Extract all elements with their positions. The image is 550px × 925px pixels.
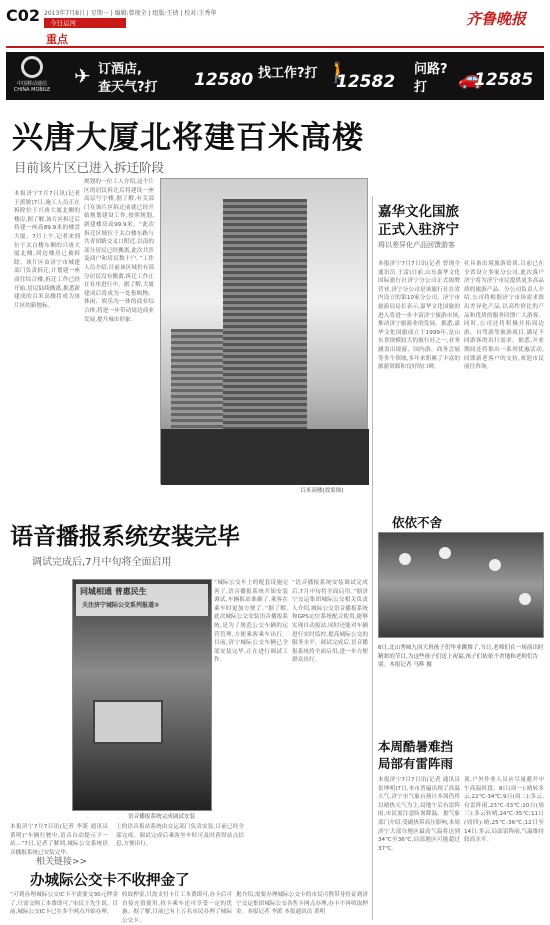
bus-audio-headline: 语音播报系统安装完毕 <box>10 524 240 550</box>
main-subheadline: 目前该片区已进入拆迁阶段 <box>14 160 165 175</box>
graduation-photo-caption: 6日,北山秀城九岗大班孩子们毕业跳舞了,当日,老师们在一场演出时精彩的节目,为这些孩子们送上祝福,孩子们依依不舍地和老师们告别。本报记者 马辉 摄 <box>378 645 544 669</box>
travel-agency-headline-1: 嘉华文化国旅 <box>378 204 459 220</box>
bus-screen <box>93 700 163 744</box>
related-column-2: 收取押金,只需支付卡片工本费即可,办卡后可直接充值使用,持卡乘车还可享受一定的优惠。据了解,目前已有上万名市民办理了城际公交卡。 <box>122 892 232 924</box>
bus-audio-column-1: “城际公交车上的配套设施完善了,语音播报系统开始安装调试,车辆报站准确了,乘客在乘车时更加方便了。”据了解,此次城际公交安装语音播报系统,是为了规范公交车辆的运营管理,方便乘客乘车出行。目前,济宁城际公交车辆已全部安装完毕,正在进行调试工作。 <box>214 580 288 664</box>
weather-column-2: 暑,户外作业人员应尽量避开中午高温时段。8日(周一):晴转多云,22℃-34℃;9日(周二):多云,有雷阵雨,23℃-33℃;10日(周三):多云转晴,24℃-35℃;11日(周四):晴,25℃-36℃;12日至14日:多云,局部雷阵雨,气温维持较高水平。 <box>464 777 544 844</box>
person-walking-icon: 🚶 <box>326 60 351 84</box>
building-photo-caption: 百米高楼(效果图) <box>300 488 344 494</box>
section-tag: 今日运河 <box>44 18 126 28</box>
bus-audio-lead-cont: 上的语音报站系统由交运部门负责安装,目前已经全部完成。调试完成后乘客坐车时可及时获得站点信息,方便出行。 <box>116 824 244 848</box>
ad-hotel-weather: ✈ 订酒店, 查天气?打 12580 <box>74 62 254 95</box>
china-mobile-logo: 中国移动通信 CHINA MOBILE <box>12 56 52 93</box>
travel-agency-subheadline: 将以差异化产品回馈游客 <box>378 241 455 249</box>
main-story-column-2: 规划的一位工人介绍,这个片区的居民拆迁后将建设一座高层写字楼,据了解,有关部门在该片区拆迁前就已经开始规划建设工作,按照规划,新建楼房高99.9米。“此次拆迁区域位于太白楼东路与共青团路交叉口附近,以南的部分居民已经搬离,此次共涉及商户和居民数十户。”工作人员介绍,目前该区域仍有部分居民没有搬离,拆迁工作正在有序进行中。据了解,大厦建成后将成为一处集购物、休闲、娱乐为一体的商业综合体,将进一步带动周边商业发展,提升城市形象。 <box>84 179 154 323</box>
weather-column-1: 本报济宁7月7日讯(记者 通讯员 张坤明)7日,本市普遍出现了高温天气,济宁市气象台预计本周仍将以晴热天气为主,局地午后有雷阵雨,市民需注意防暑降温。据气象部门介绍,受副热带高压影响,本周济宁大部分地区最高气温将达到34℃至36℃,局部地区可能超过37℃。 <box>378 777 460 852</box>
main-story-column-1: 本报济宁7月7日讯(记者 王派敏)7日,施工人员正在拆除位于兴唐大厦北侧的楼房,据了解,该片区拆迁后将建一座高89.9米的楼盘大厦。7月上午,记者来到位于太白楼东侧的兴唐大厦北侧,周边楼房已被拆除。该片区由济宁市城建部门负责拆迁,计划建一座商住综合楼,拆迁工作已经开始,居民陆续搬离,据悉新建成的百米高楼将成为该片区的新地标。 <box>14 191 80 309</box>
airplane-icon: ✈ <box>74 64 91 88</box>
car-icon: 🚗 <box>458 66 483 90</box>
bus-audio-lead: 本报济宁7月7日讯(记者 李派 通讯员 黄明)“车辆行驶中,语音自动提示下一站…”7日,记者了解到,城际公交系统语音播报系统已安装完毕。 <box>10 824 108 856</box>
page-info-line: 2013年7月8日 | 星期一 | 编辑:曾现全 | 组版:王倩 | 校对:王秀华 <box>44 10 217 17</box>
related-headline: 办城际公交卡不收押金了 <box>30 873 190 889</box>
related-column-1: “可到办理城际公交IC卡不需要交30元押金了,只需交纳工本费即可,”市民王先生说。目前,城际公交IC卡已在多个网点开始办理。 <box>10 892 118 916</box>
building-rendering-photo <box>160 178 368 484</box>
graduation-photo-headline: 依依不舍 <box>392 515 443 530</box>
main-headline: 兴唐大厦北将建百米高楼 <box>12 120 364 156</box>
bus-audio-column-2: “语音播报系统安装调试完成后,7月中旬将全面启用。”据济宁交运集团城际公交相关负责人介绍,城际公交语音播报系统和GPS定位系统配合使用,能够实现自动报站,同时还能对车辆进行实时监控,提高城际公交的服务水平。调试完成后,语音播报系统将全面启用,进一步方便群众出行。 <box>292 580 368 664</box>
travel-agency-column-2: 社具备出境旅游资质,目前已在全省设立多家分公司,此次落户济宁将为济宁市民提供更多高品质的旅游产品。分公司负责人介绍,公司将根据济宁市场需求推出差异化产品,以高性价比的产品和优质的服务回馈广大游客。同时,公司还将积极开拓周边游、自驾游等旅游项目,满足不同游客的出行需求。据悉,开业期间还将推出一系列优惠活动,回馈新老客户的支持,欢迎市民前往咨询。 <box>464 261 544 371</box>
bus-audio-photo-caption: 语音播报系统完成调试安装 <box>128 814 196 820</box>
weather-headline-2: 局部有雷阵雨 <box>378 756 454 771</box>
china-mobile-icon <box>21 56 43 78</box>
page-code: C02 <box>6 6 41 25</box>
series-banner: 同城相通 普惠民生 关注济宁城际公交系列报道③ <box>76 584 208 616</box>
newspaper-logo: 齐鲁晚报 <box>466 10 527 28</box>
ad-directions: 问路? 打 🚗 12585 <box>414 62 534 95</box>
header-rule <box>6 46 544 48</box>
ad-banner <box>6 52 544 100</box>
related-link-label: 相关链接>> <box>36 857 88 867</box>
weather-headline-1: 本周酷暑难挡 <box>378 739 454 754</box>
bus-audio-subheadline: 调试完成后,7月中旬将全面启用 <box>32 557 172 568</box>
section-title: 重点 <box>46 33 68 46</box>
travel-agency-headline-2: 正式入驻济宁 <box>378 222 459 238</box>
travel-agency-column-1: 本报济宁7月7日讯(记者 曾现全 通讯员 王雷)日前,山东嘉华文化国际旅行社济宁分公司正式揭牌营业,济宁分公司是该旅行社在省内设立的第10家分公司。济宁市旅游局局长表示,嘉华文化国旅的进入将进一步丰富济宁旅游市场,推动济宁旅游业的发展。据悉,嘉华文化国旅成立于1999年,是山东省规模较大的旅行社之一,业务涵盖出境游、国内游、商务会展等多个领域,多年来积累了丰富的旅游资源和良好的口碑。 <box>378 261 460 371</box>
column-divider <box>372 196 373 920</box>
related-column-3: 据介绍,需要办理城际公交卡的市民可携带身份证到济宁交运集团城际公交各售卡网点办理,办卡不再收取押金。本报记者 李派 本报通讯员 黄明 <box>236 892 368 916</box>
graduation-photo <box>378 532 544 638</box>
ad-job: 找工作?打 🚶 12582 <box>258 60 396 92</box>
